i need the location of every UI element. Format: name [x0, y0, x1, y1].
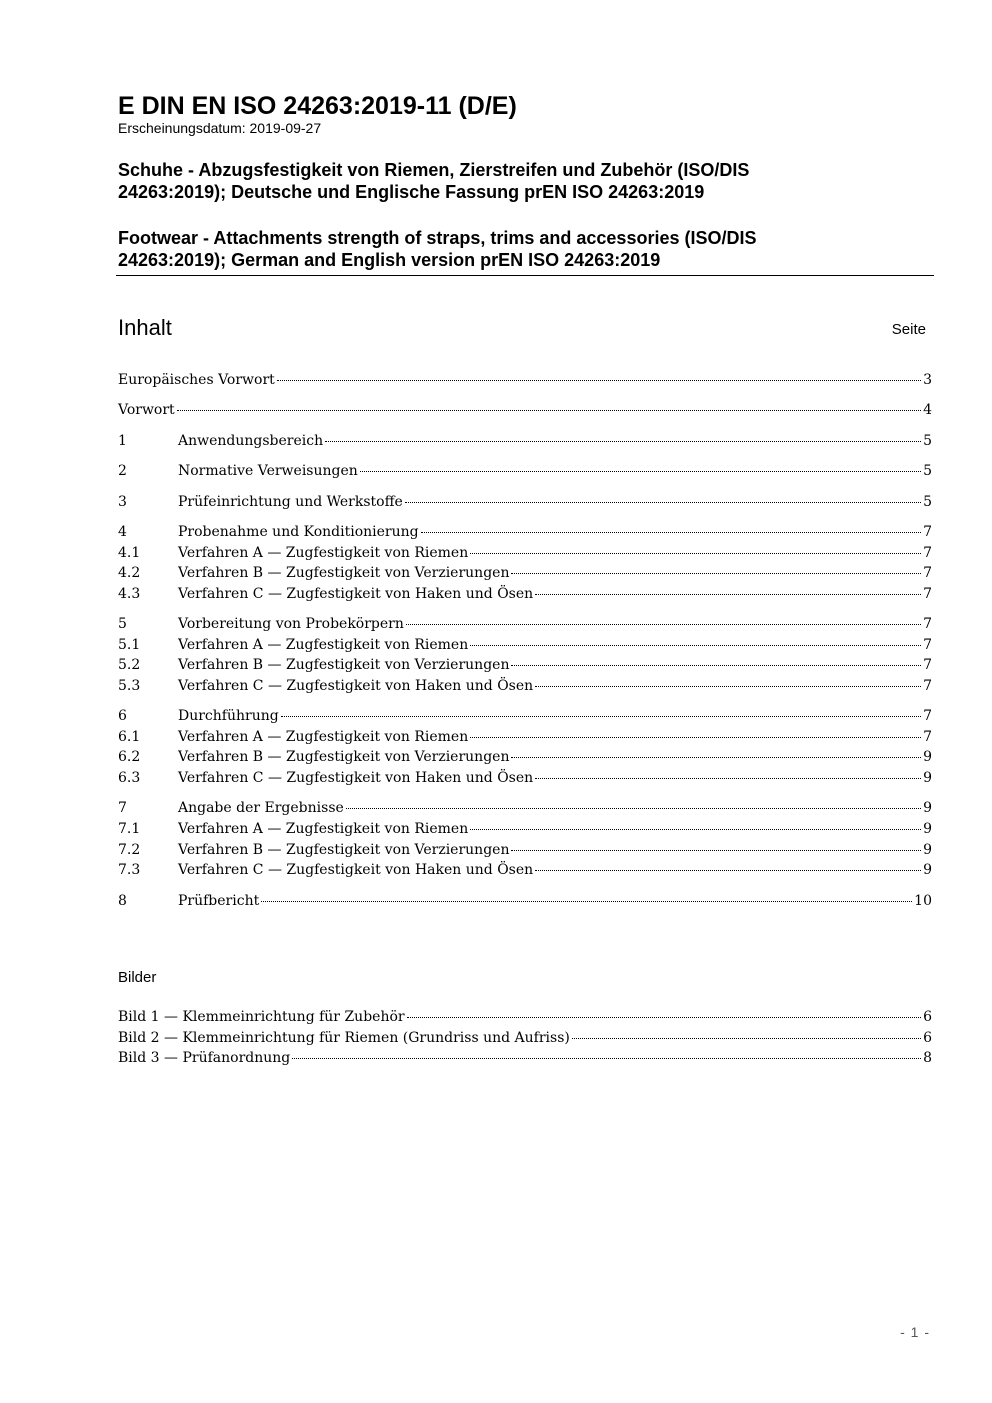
toc-entry-page: 9 [923, 821, 932, 838]
toc-entry-label: Verfahren B — Zugfestigkeit von Verzierungen [178, 565, 510, 582]
dot-leader [511, 846, 921, 851]
toc-entry-number: 5.3 [118, 677, 141, 694]
toc-entry[interactable] [118, 676, 932, 697]
dot-leader [261, 897, 912, 902]
figure-entry[interactable] [118, 1028, 932, 1049]
toc-entry-number: 6.1 [118, 728, 141, 745]
toc-entry[interactable] [118, 522, 932, 543]
dot-leader [511, 753, 921, 758]
toc-entry-number: 7.3 [118, 862, 141, 879]
figure-entry-label: Bild 1 — Klemmeinrichtung für Zubehör [118, 1009, 405, 1025]
toc-entry-page: 7 [923, 544, 932, 561]
toc-entry-number: 4 [118, 523, 127, 540]
dot-leader [535, 774, 921, 779]
dot-leader [535, 682, 921, 687]
toc-entry-page: 5 [923, 432, 932, 449]
figures-heading: Bilder [118, 969, 157, 986]
title-german: Schuhe - Abzugsfestigkeit von Riemen, Zierstreifen und Zubehör (ISO/DIS 24263:2019); Deutsche und Englische Fassung prEN ISO 24263:2019 [118, 160, 750, 202]
toc-entry-page: 7 [923, 708, 932, 725]
toc-entry-page: 4 [923, 402, 932, 419]
toc-entry[interactable] [118, 655, 932, 676]
page-number: - 1 - [900, 1324, 930, 1340]
publication-date: Erscheinungsdatum: 2019-09-27 [118, 120, 322, 136]
table-of-contents [118, 370, 932, 911]
toc-entry[interactable] [118, 860, 932, 881]
toc-entry[interactable] [118, 798, 932, 819]
toc-entry[interactable] [118, 431, 932, 452]
toc-entry[interactable] [118, 370, 932, 391]
toc-entry-label: Vorbereitung von Probekörpern [178, 616, 404, 633]
figure-entry-label: Bild 3 — Prüfanordnung [118, 1050, 291, 1067]
dot-leader [277, 376, 921, 381]
dot-leader [470, 733, 921, 738]
document-title: E DIN EN ISO 24263:2019-11 (D/E) [118, 92, 517, 120]
toc-entry[interactable] [118, 461, 932, 482]
toc-entry-page: 7 [923, 616, 932, 633]
toc-entry-number: 8 [118, 892, 127, 909]
toc-entry-page: 3 [923, 372, 932, 388]
list-of-figures [118, 1007, 932, 1069]
toc-entry-page: 9 [923, 749, 932, 766]
dot-leader [406, 620, 921, 625]
toc-entry-page: 7 [923, 565, 932, 582]
toc-entry-number: 6 [118, 708, 127, 725]
toc-entry-number: 6.2 [118, 749, 141, 766]
toc-entry-page: 9 [923, 800, 932, 817]
dot-leader [572, 1034, 921, 1039]
toc-entry-label: Verfahren A — Zugfestigkeit von Riemen [178, 544, 469, 561]
dot-leader [405, 498, 921, 503]
dot-leader [535, 866, 921, 871]
toc-entry[interactable] [118, 543, 932, 564]
dot-leader [177, 406, 921, 411]
toc-entry[interactable] [118, 492, 932, 513]
header-divider [116, 275, 934, 276]
dot-leader [325, 437, 921, 442]
figure-entry-label: Bild 2 — Klemmeinrichtung für Riemen (Grundriss und Aufriss) [118, 1029, 570, 1046]
toc-entry[interactable] [118, 614, 932, 635]
toc-entry-number: 5 [118, 616, 127, 633]
toc-entry[interactable] [118, 727, 932, 748]
dot-leader [535, 590, 921, 595]
toc-entry-page: 5 [923, 463, 932, 480]
figure-entry-page: 6 [923, 1029, 932, 1046]
toc-entry-number: 7 [118, 800, 127, 817]
toc-entry-label: Europäisches Vorwort [118, 372, 275, 388]
figure-entry[interactable] [118, 1007, 932, 1028]
toc-entry-page: 7 [923, 523, 932, 540]
figure-entry-page: 6 [923, 1009, 932, 1025]
toc-entry-page: 9 [923, 862, 932, 879]
toc-entry-label: Normative Verweisungen [178, 463, 358, 480]
dot-leader [281, 712, 921, 717]
toc-entry-label: Prüfbericht [178, 892, 260, 909]
toc-entry[interactable] [118, 635, 932, 656]
toc-entry[interactable] [118, 563, 932, 584]
dot-leader [346, 804, 921, 809]
toc-entry-number: 7.2 [118, 841, 141, 858]
toc-entry-label: Verfahren A — Zugfestigkeit von Riemen [178, 821, 469, 838]
toc-entry-label: Anwendungsbereich [178, 432, 324, 449]
document-header [118, 92, 934, 271]
toc-entry-page: 10 [914, 892, 932, 909]
dot-leader [511, 661, 921, 666]
toc-entry-label: Verfahren C — Zugfestigkeit von Haken und Ösen [178, 862, 534, 879]
page-column-label: Seite [891, 321, 926, 338]
toc-entry-number: 4.2 [118, 565, 141, 582]
toc-entry[interactable] [118, 819, 932, 840]
toc-entry-number: 7.1 [118, 821, 141, 838]
toc-entry-page: 9 [923, 841, 932, 858]
dot-leader [292, 1054, 921, 1059]
toc-entry-label: Durchführung [178, 708, 279, 725]
toc-entry-label: Prüfeinrichtung und Werkstoffe [178, 493, 403, 510]
toc-entry[interactable] [118, 840, 932, 861]
toc-entry-number: 5.2 [118, 657, 141, 674]
toc-entry-label: Probenahme und Konditionierung [178, 523, 419, 540]
toc-entry[interactable] [118, 400, 932, 421]
toc-entry-number: 3 [118, 493, 127, 510]
toc-header [118, 314, 926, 344]
toc-entry-number: 4.3 [118, 585, 141, 602]
dot-leader [407, 1013, 921, 1018]
toc-entry-page: 7 [923, 657, 932, 674]
toc-title: Inhalt [118, 315, 172, 340]
toc-entry-label: Verfahren C — Zugfestigkeit von Haken und Ösen [178, 677, 534, 694]
toc-entry[interactable] [118, 768, 932, 789]
toc-entry-label: Verfahren B — Zugfestigkeit von Verzierungen [178, 657, 510, 674]
title-english: Footwear - Attachments strength of straps, trims and accessories (ISO/DIS 24263:2019); German and English version prEN ISO 24263:2019 [118, 228, 757, 270]
toc-entry-label: Verfahren A — Zugfestigkeit von Riemen [178, 636, 469, 653]
toc-entry-label: Verfahren B — Zugfestigkeit von Verzierungen [178, 749, 510, 766]
dot-leader [470, 825, 921, 830]
toc-entry-page: 7 [923, 728, 932, 745]
toc-entry-page: 9 [923, 770, 932, 787]
toc-entry[interactable] [118, 706, 932, 727]
toc-entry-label: Verfahren C — Zugfestigkeit von Haken und Ösen [178, 770, 534, 787]
dot-leader [470, 641, 921, 646]
toc-entry-label: Verfahren B — Zugfestigkeit von Verzierungen [178, 841, 510, 858]
toc-entry-page: 5 [923, 493, 932, 510]
toc-entry-page: 7 [923, 636, 932, 653]
toc-entry-number: 4.1 [118, 544, 141, 561]
toc-entry-label: Vorwort [118, 402, 175, 419]
toc-entry-number: 6.3 [118, 770, 141, 787]
toc-entry[interactable] [118, 747, 932, 768]
toc-entry-label: Verfahren A — Zugfestigkeit von Riemen [178, 728, 469, 745]
toc-entry-number: 2 [118, 463, 127, 480]
toc-entry[interactable] [118, 891, 932, 912]
figure-entry-page: 8 [923, 1050, 932, 1067]
toc-entry-label: Angabe der Ergebnisse [178, 800, 344, 817]
dot-leader [421, 528, 921, 533]
dot-leader [360, 467, 921, 472]
toc-entry-number: 1 [118, 432, 127, 449]
toc-entry-page: 7 [923, 677, 932, 694]
dot-leader [511, 569, 921, 574]
dot-leader [470, 549, 921, 554]
toc-entry[interactable] [118, 584, 932, 605]
toc-entry-page: 7 [923, 585, 932, 602]
figure-entry[interactable] [118, 1048, 932, 1069]
toc-entry-label: Verfahren C — Zugfestigkeit von Haken und Ösen [178, 585, 534, 602]
toc-entry-number: 5.1 [118, 636, 141, 653]
